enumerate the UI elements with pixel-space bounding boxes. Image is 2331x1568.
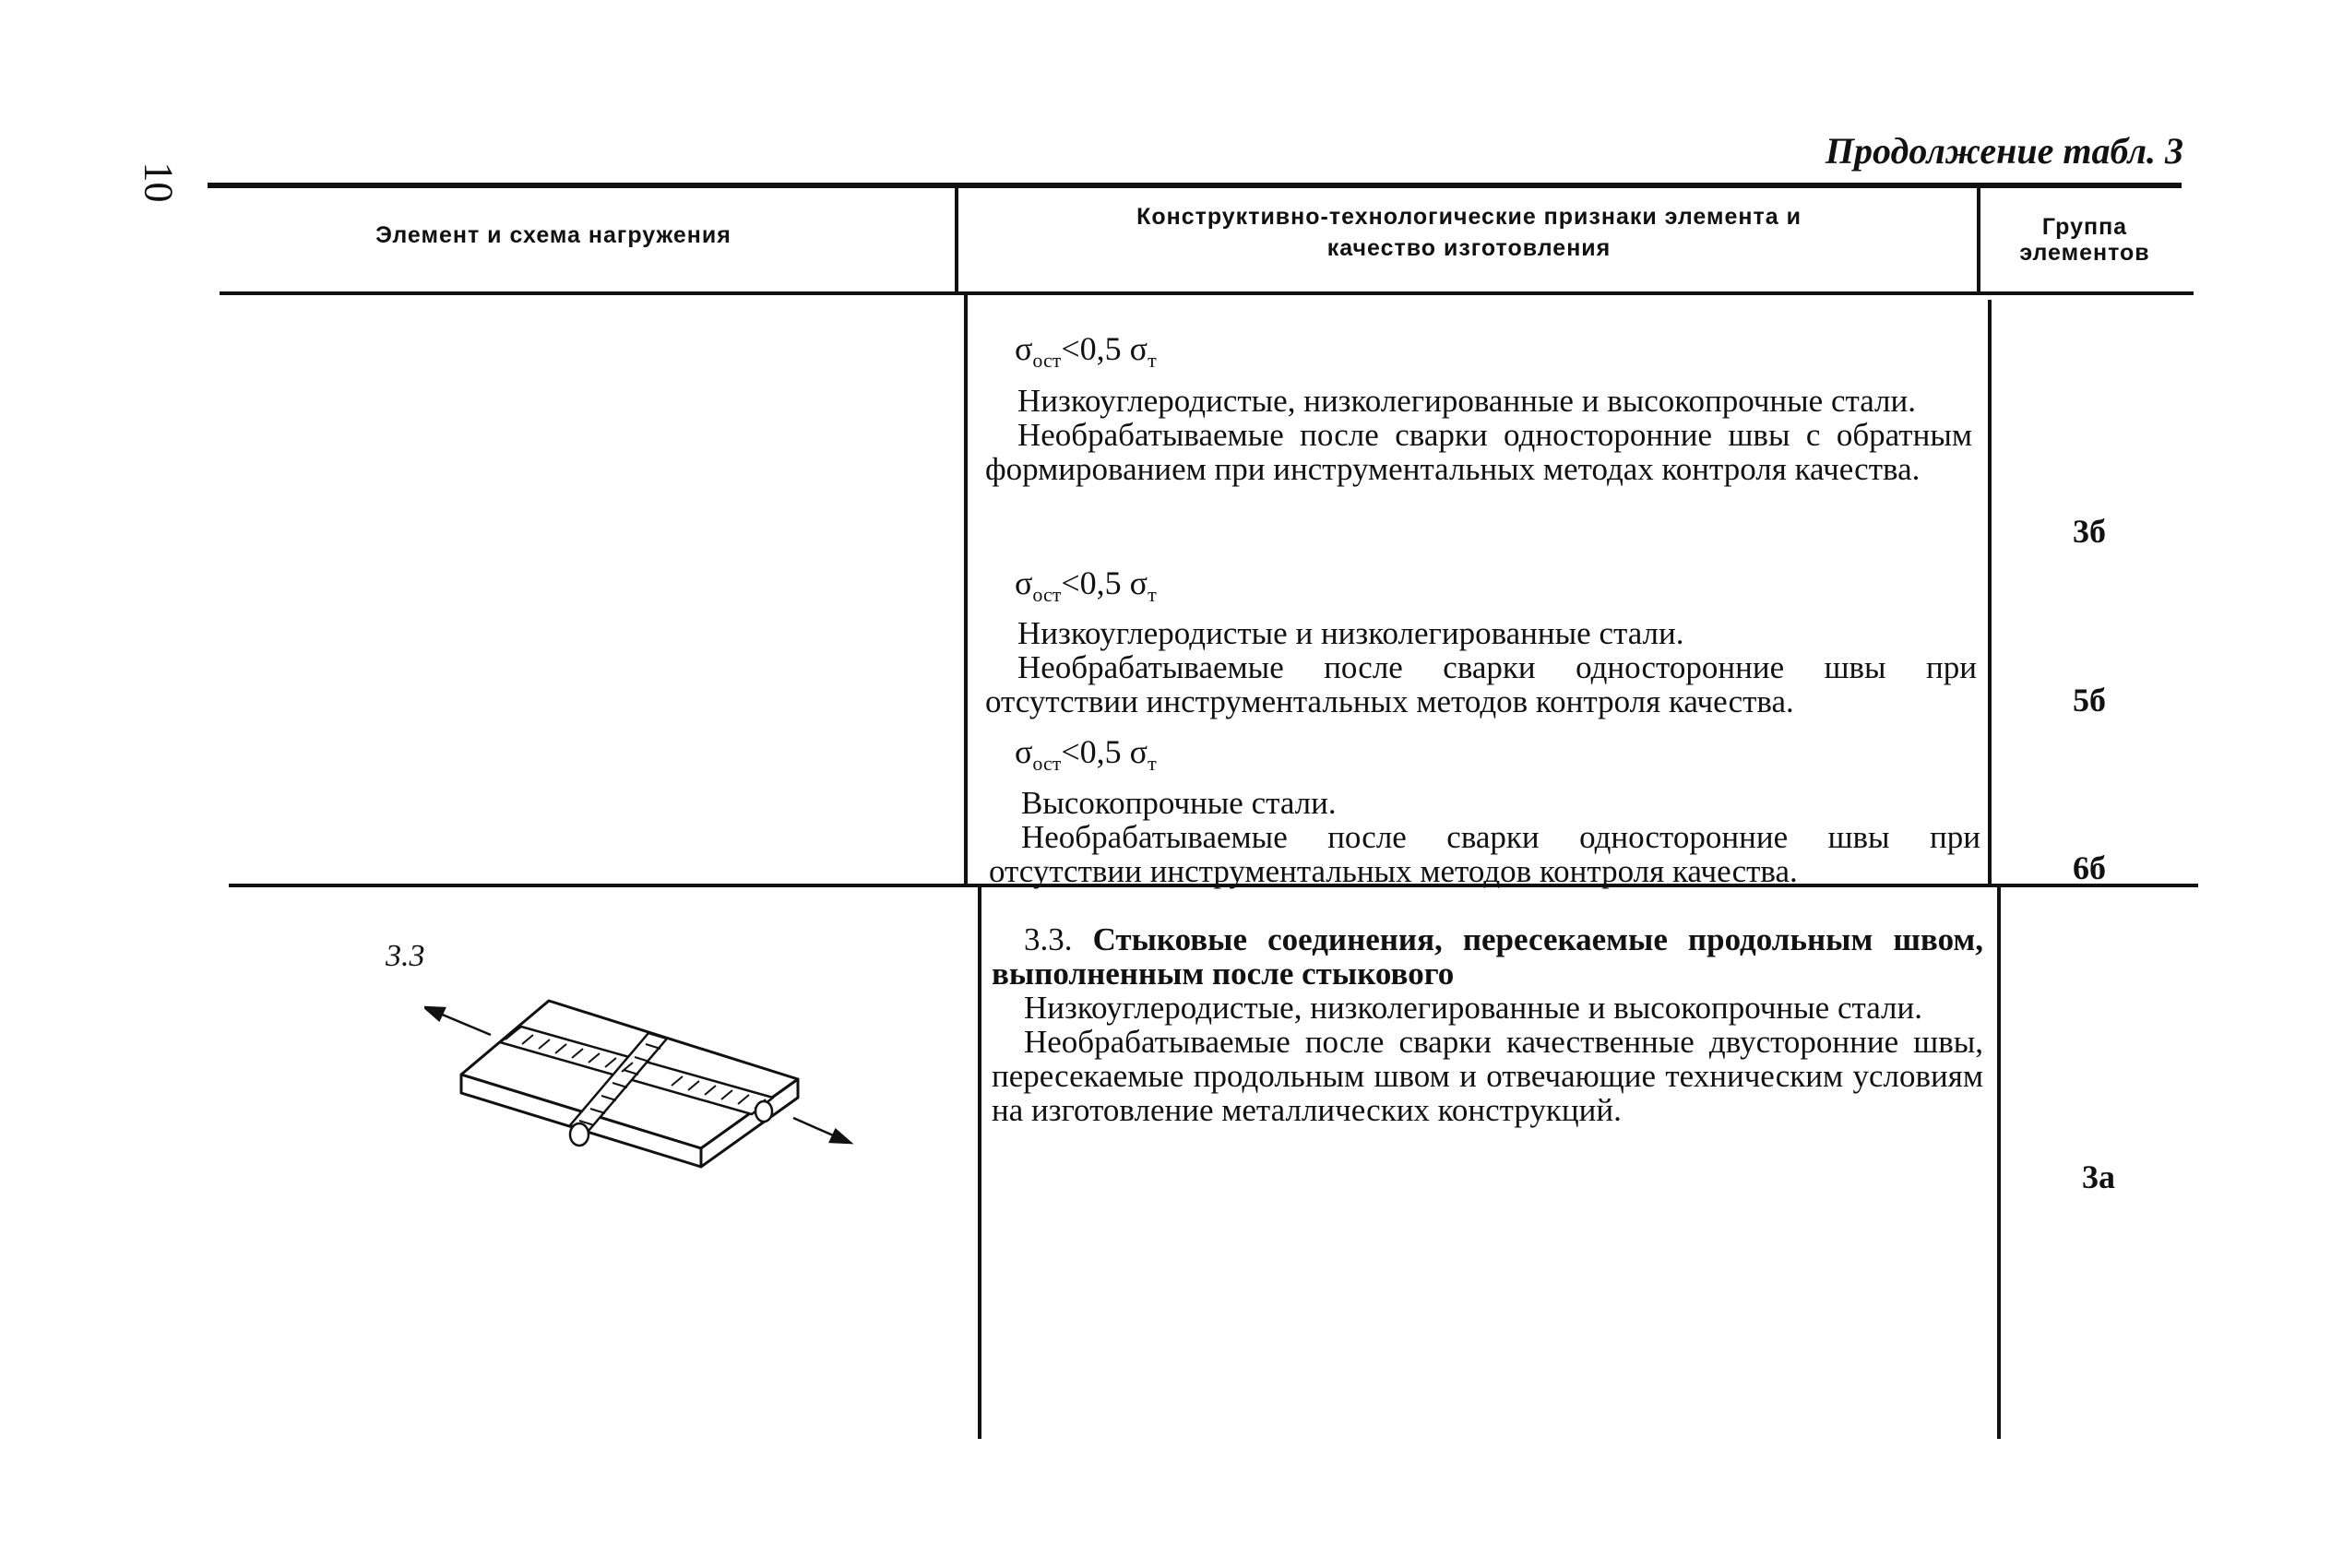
treatment-text: Необрабатываемые после сварки качественные двусторонние швы, пересекаемые продольным швом и отвечающие техническим условиям на изготовление металлических конструкций. [992,1024,1983,1128]
steel-grade-text: Низкоуглеродистые, низколегированные и высокопрочные стали. [1024,990,1923,1026]
col-divider-1-row1 [964,295,968,884]
element-label: 3.3 [386,939,425,973]
stress-condition [1015,733,1157,782]
header-features-line2: качество изготовления [1326,235,1611,261]
sigma-sub2: т [1148,752,1157,776]
sigma-sub: ост [1032,349,1062,373]
sigma-symbol: σ [1015,330,1033,367]
group-value: 3б [2073,513,2106,550]
sigma-rest: <0,5 σ [1061,330,1148,367]
stress-condition [1015,564,1157,613]
sigma-sub2: т [1148,349,1157,373]
group-value: 6б [2073,849,2106,886]
sigma-symbol: σ [1015,564,1033,601]
section-number: 3.3. [1024,921,1073,957]
weld-end-cap [755,1101,772,1122]
steel-grade-text: Высокопрочные стали. [1021,785,1337,821]
header-element-scheme: Элемент и схема нагружения [375,222,731,248]
weld-end-cap [570,1123,589,1146]
group-value: 5б [2073,682,2106,719]
group-value: 3а [2082,1158,2115,1195]
butt-weld-scheme [424,978,858,1190]
arrowhead-icon [830,1130,850,1143]
row1-block3-text [989,786,1980,888]
treatment-text: Необрабатываемые после сварки односторонние швы при отсутствии инструментальных методов контроля качества. [989,819,1980,889]
row1-block1-text [985,384,1972,486]
header-bottom-rule [220,291,2194,295]
steel-grade-text: Низкоуглеродистые, низколегированные и высокопрочные стали. [1017,383,1917,419]
treatment-text: Необрабатываемые после сварки односторонние швы при отсутствии инструментальных методов контроля качества. [985,649,1977,719]
sigma-sub: ост [1032,583,1062,607]
col-divider-2-header [1977,188,1980,291]
sigma-rest: <0,5 σ [1061,564,1148,601]
sigma-rest: <0,5 σ [1061,733,1148,770]
col-divider-2-row2 [1997,887,2001,1439]
header-group [1983,214,2186,266]
sigma-sub2: т [1148,583,1157,607]
section-title [992,922,1983,991]
section-title-text: Стыковые соединения, пересекаемые продольным швом, выполненным после стыкового [992,921,1983,992]
stress-condition [1015,330,1157,379]
sigma-sub: ост [1032,752,1062,776]
header-group-line1: Группа [2041,214,2128,240]
table-top-rule [208,183,2182,188]
header-group-line2: элементов [2019,240,2150,266]
page-number: 10 [136,161,182,203]
col-divider-2-row1 [1988,300,1992,884]
treatment-text: Необрабатываемые после сварки односторонние швы с обратным формированием при инструментальных методах контроля качества. [985,417,1972,487]
row1-block2-text [985,616,1977,719]
col-divider-1-header [955,188,958,291]
table-continuation-caption: Продолжение табл. 3 [1825,130,2183,172]
header-features-line1: Конструктивно-технологические признаки элемента и [1136,204,1802,230]
col-divider-1-row2 [978,887,981,1439]
arrowhead-icon [424,1007,445,1020]
header-features [969,201,1969,264]
row2-text [992,922,1983,1127]
steel-grade-text: Низкоуглеродистые и низколегированные стали. [1017,615,1684,651]
sigma-symbol: σ [1015,733,1033,770]
